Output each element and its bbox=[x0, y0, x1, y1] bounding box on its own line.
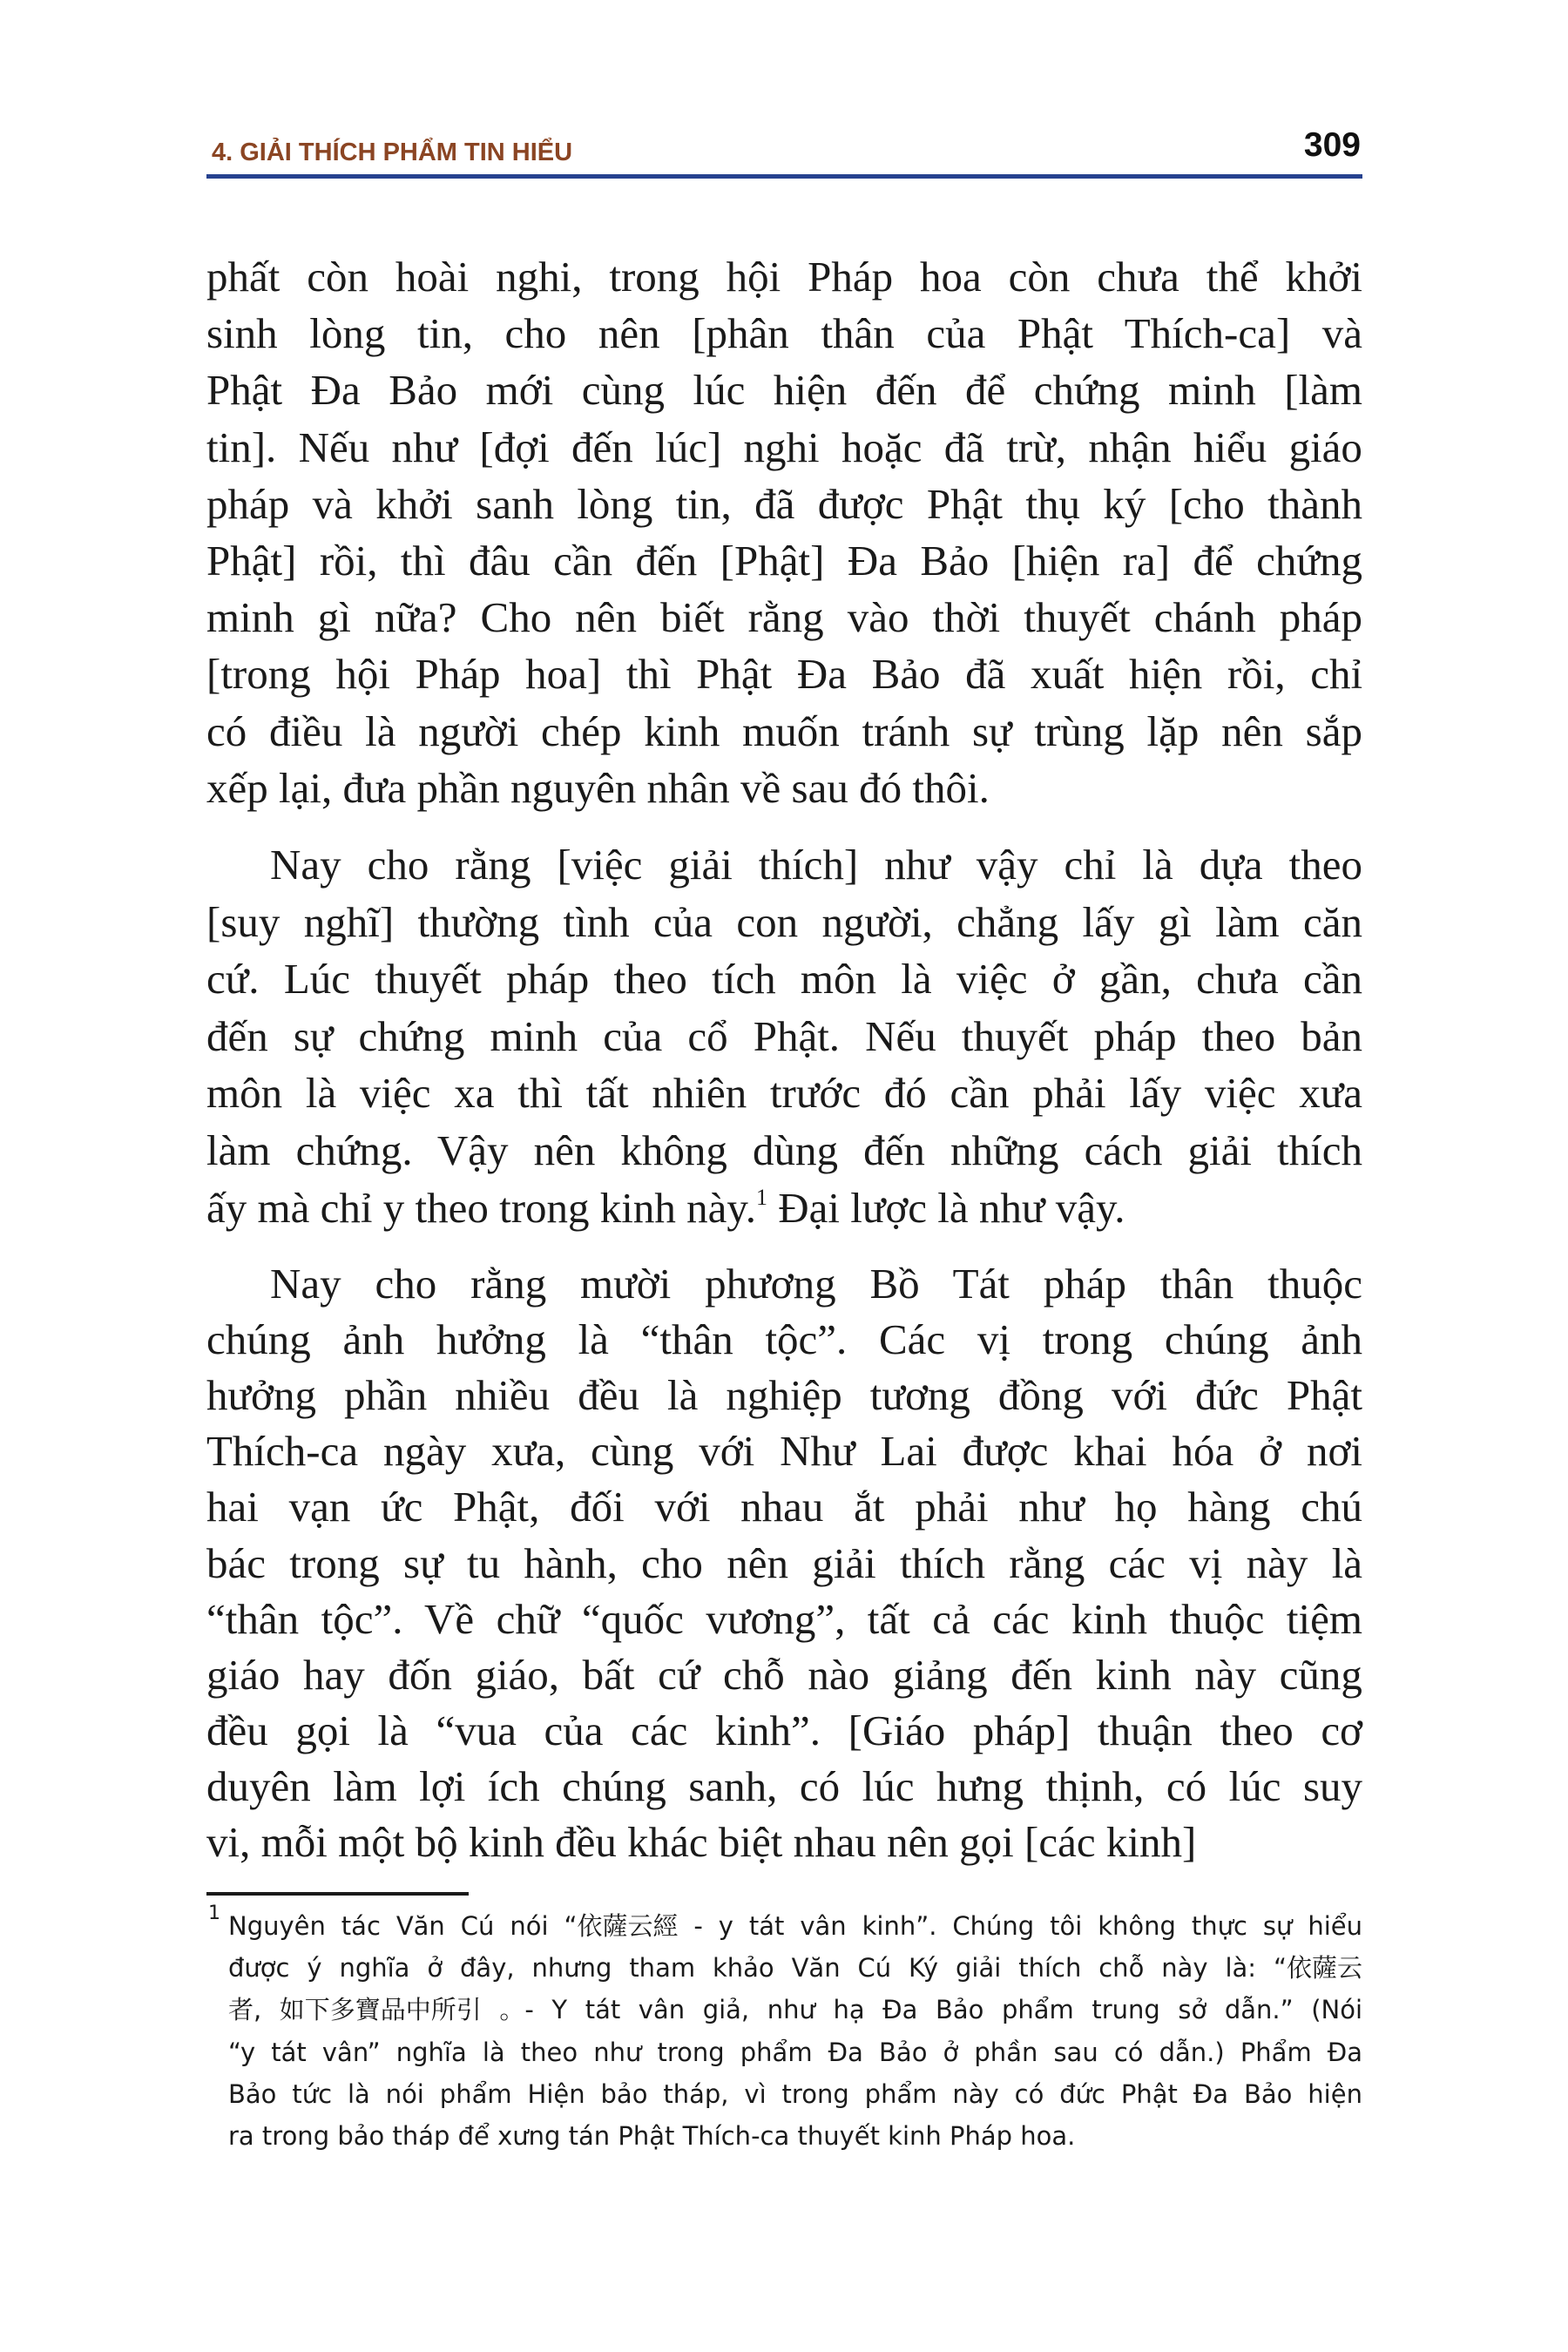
text-line bbox=[206, 1258, 1362, 1310]
text-line bbox=[206, 648, 1362, 700]
text-line bbox=[206, 1369, 1362, 1422]
text-line bbox=[206, 706, 1362, 758]
line-text: Phật Đa Bảo mới cùng lúc hiện đến để chứng minh [làm bbox=[206, 366, 1363, 415]
text-line bbox=[206, 762, 1362, 814]
footnote-line-text: được ý nghĩa ở đây, nhưng tham khảo Văn Cú Ký giải thích chỗ này là: “依薩云 bbox=[228, 1953, 1362, 1984]
line-text: sinh lòng tin, cho nên [phân thân của Phật Thích-ca] và bbox=[206, 309, 1362, 358]
text-line bbox=[206, 896, 1362, 949]
text-line bbox=[206, 953, 1362, 1005]
line-text: ấy mà chỉ y theo trong kinh này. bbox=[206, 1183, 756, 1232]
line-text: duyên làm lợi ích chúng sanh, có lúc hưng thịnh, có lúc suy bbox=[206, 1761, 1363, 1810]
text-line bbox=[206, 1761, 1362, 1813]
line-text: đến sự chứng minh của cổ Phật. Nếu thuyết pháp theo bản bbox=[206, 1011, 1362, 1060]
text-line bbox=[206, 1067, 1362, 1119]
footnote-line-text: Bảo tức là nói phẩm Hiện bảo tháp, vì trong phẩm này có đức Phật Đa Bảo hiện bbox=[228, 2078, 1362, 2109]
line-text: tin]. Nếu như [đợi đến lúc] nghi hoặc đã trừ, nhận hiểu giáo bbox=[206, 422, 1362, 471]
text-line bbox=[206, 364, 1362, 416]
text-line bbox=[206, 1425, 1362, 1477]
line-text: hai vạn ức Phật, đối với nhau ắt phải như họ hàng chú bbox=[206, 1483, 1362, 1531]
text-line bbox=[206, 1182, 1362, 1234]
text-line bbox=[206, 1125, 1362, 1177]
text-line bbox=[206, 1314, 1362, 1366]
page-number: 309 bbox=[1303, 126, 1361, 164]
line-text: hưởng phần nhiều đều là nghiệp tương đồng với đức Phật bbox=[206, 1371, 1362, 1420]
line-text: xếp lại, đưa phần nguyên nhân về sau đó thôi. bbox=[206, 763, 990, 812]
header-rule bbox=[206, 174, 1362, 179]
line-text: có điều là người chép kinh muốn tránh sự trùng lặp nên sắp bbox=[206, 706, 1362, 755]
text-line bbox=[206, 839, 1362, 891]
footnote-line-text: “y tát vân” nghĩa là theo như trong phẩm Đa Bảo ở phần sau có dẫn.) Phẩm Đa bbox=[228, 2037, 1363, 2067]
text-line bbox=[206, 251, 1362, 303]
line-text: cứ. Lúc thuyết pháp theo tích môn là việc ở gần, chưa cần bbox=[206, 955, 1362, 1004]
footnote-line bbox=[228, 1990, 1362, 2030]
line-text: Nay cho rằng [việc giải thích] như vậy chỉ là dựa theo bbox=[270, 841, 1362, 889]
chapter-title: 4. GIẢI THÍCH PHẨM TIN HIỂU bbox=[212, 139, 573, 166]
line-text: chúng ảnh hưởng là “thân tộc”. Các vị trong chúng ảnh bbox=[206, 1315, 1363, 1364]
text-line bbox=[206, 1010, 1362, 1063]
line-text-tail: Đại lược là như vậy. bbox=[767, 1183, 1125, 1232]
line-text: đều gọi là “vua của các kinh”. [Giáo pháp] thuận theo cơ bbox=[206, 1706, 1362, 1754]
text-line bbox=[206, 422, 1362, 474]
line-text: làm chứng. Vậy nên không dùng đến những cách giải thích bbox=[206, 1126, 1363, 1174]
line-text: bác trong sự tu hành, cho nên giải thích rằng các vị này là bbox=[206, 1538, 1363, 1587]
text-line bbox=[206, 591, 1362, 644]
text-line bbox=[206, 535, 1362, 587]
text-line bbox=[206, 1705, 1362, 1757]
text-line bbox=[206, 1481, 1362, 1533]
footnote-line bbox=[228, 2074, 1362, 2114]
line-text: Thích-ca ngày xưa, cùng với Như Lai được khai hóa ở nơi bbox=[206, 1427, 1362, 1476]
line-text: phất còn hoài nghi, trong hội Pháp hoa còn chưa thể khởi bbox=[206, 253, 1363, 301]
line-text: “thân tộc”. Về chữ “quốc vương”, tất cả các kinh thuộc tiệm bbox=[206, 1594, 1362, 1643]
footnote-line bbox=[228, 1906, 1362, 1946]
text-line bbox=[206, 1816, 1362, 1869]
line-text: giáo hay đốn giáo, bất cứ chỗ nào giảng đến kinh này cũng bbox=[206, 1650, 1362, 1699]
footnote-line-text: 者, 如下多寶品中所引 。- Y tát vân giả, như hạ Đa Bảo phẩm trung sở dẫn.” (Nói bbox=[228, 1995, 1363, 2025]
footnote-line-text: Nguyên tác Văn Cú nói “依薩云經 - y tát vân kinh”. Chúng tôi không thực sự hiểu bbox=[228, 1911, 1362, 1941]
line-text: vi, mỗi một bộ kinh đều khác biệt nhau nên gọi [các kinh] bbox=[206, 1818, 1197, 1866]
line-text: pháp và khởi sanh lòng tin, đã được Phật thụ ký [cho thành bbox=[206, 479, 1362, 528]
footnote-separator bbox=[206, 1892, 469, 1896]
footnote-reference[interactable]: 1 bbox=[755, 1184, 767, 1210]
line-text: minh gì nữa? Cho nên biết rằng vào thời thuyết chánh pháp bbox=[206, 593, 1363, 642]
footnote-line-text: ra trong bảo tháp để xưng tán Phật Thích-ca thuyết kinh Pháp hoa. bbox=[228, 2121, 1076, 2151]
line-text: [trong hội Pháp hoa] thì Phật Đa Bảo đã xuất hiện rồi, chỉ bbox=[206, 650, 1363, 699]
line-text: [suy nghĩ] thường tình của con người, chẳng lấy gì làm căn bbox=[206, 897, 1363, 946]
text-line bbox=[206, 1538, 1362, 1590]
text-line bbox=[206, 478, 1362, 531]
line-text: Nay cho rằng mười phương Bồ Tát pháp thân thuộc bbox=[270, 1260, 1363, 1308]
line-text: Phật] rồi, thì đâu cần đến [Phật] Đa Bảo [hiện ra] để chứng bbox=[206, 537, 1362, 585]
text-line bbox=[206, 1593, 1362, 1646]
line-text: môn là việc xa thì tất nhiên trước đó cần phải lấy việc xưa bbox=[206, 1069, 1363, 1118]
text-line bbox=[206, 308, 1362, 360]
footnote-line bbox=[228, 2032, 1362, 2072]
footnote-line bbox=[228, 1948, 1362, 1988]
footnote-line bbox=[228, 2116, 1362, 2156]
footnote-marker: 1 bbox=[208, 1903, 220, 1924]
text-line bbox=[206, 1649, 1362, 1701]
